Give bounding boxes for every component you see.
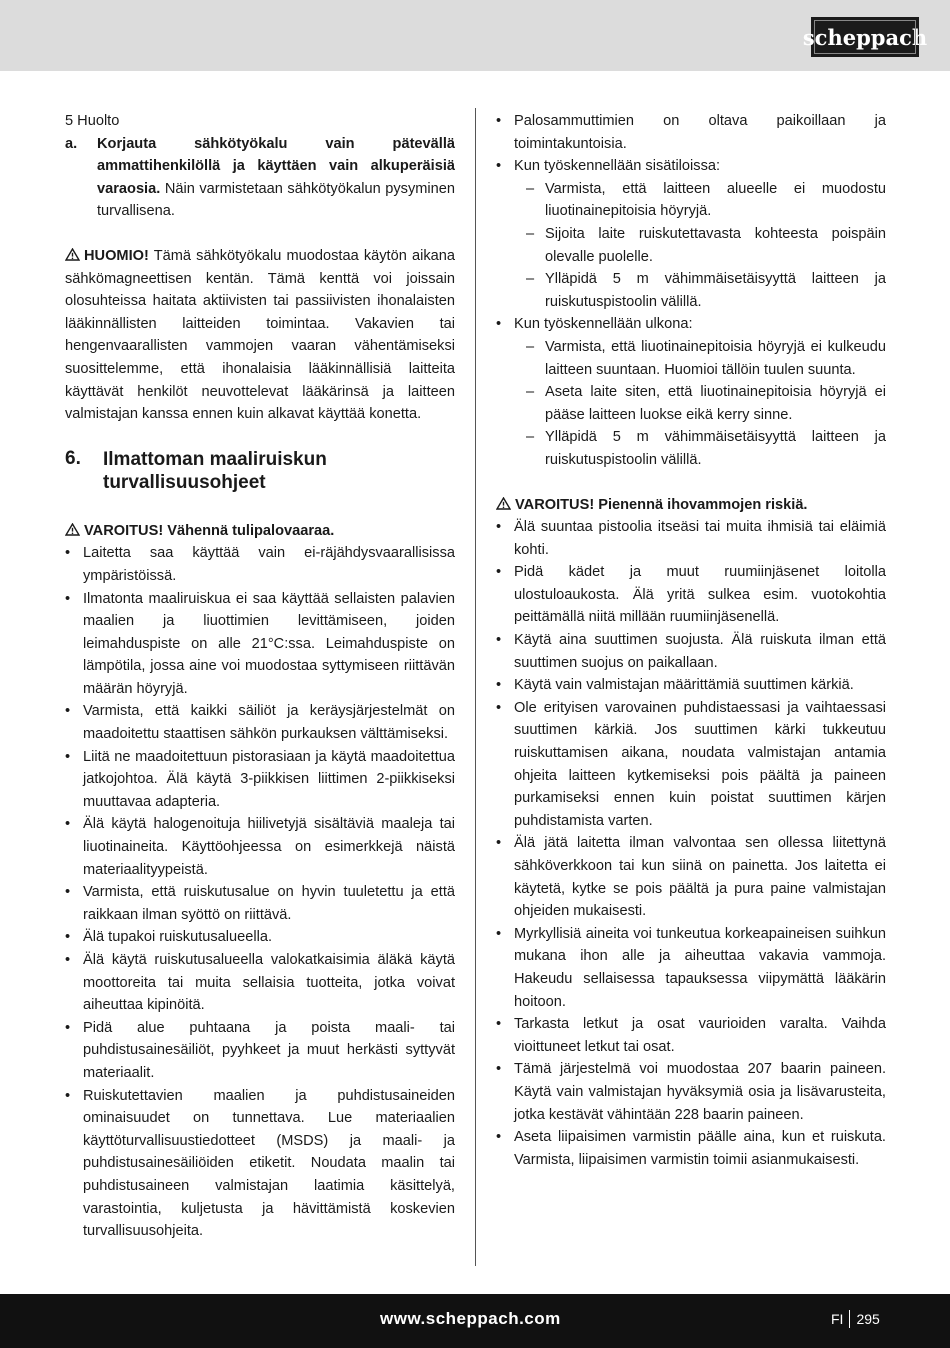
sub-list-item: – Aseta laite siten, että liuotinainepitoisia höyryjä ei pääse laitteen luokse eikä kerry sinne.	[496, 381, 886, 426]
list-item-text: Kun työskennellään sisätiloissa:	[514, 158, 721, 175]
list-item-text: Liitä ne maadoitettuun pistorasiaan ja käytä maadoitettua jatkojohtoa. Älä käytä 3-piikkisen liittimen 2-piikkiseksi muuttavaa adapteria.	[83, 748, 455, 810]
list-item-text: Käytä vain valmistajan määrittämiä suuttimen kärkiä.	[514, 677, 854, 694]
sub-list-item: – Ylläpidä 5 m vähimmäisetäisyyttä laitteen ja ruiskutuspistoolin välillä.	[496, 426, 886, 471]
section-5-title: 5 Huolto	[65, 113, 120, 129]
fire-warning	[65, 520, 455, 543]
section-6-heading	[65, 448, 455, 494]
maintenance-item-a	[65, 133, 455, 223]
list-item: • Ole erityisen varovainen puhdistaessasi ja vaihtaessasi suuttimen kärkiä. Jos suuttimen kärki tukkeutuu ruiskuttamisen aikana, noudata valmistajan antamia ohjeita laitteen kytkemiseksi pois päältä ja paineen purkamiseksi ennen kuin poistat suuttimen kärjen puhdistamista varten.	[496, 697, 886, 833]
list-item-text: Älä jätä laitetta ilman valvontaa sen ollessa liitettynä sähköverkkoon tai kun siinä on painetta. Jos laitetta ei käytetä, kytke se pois päältä ja pura paine valmistajan ohjeiden mukaisesti.	[514, 835, 886, 920]
page-footer	[0, 1294, 950, 1348]
list-item: • Älä jätä laitetta ilman valvontaa sen ollessa liitettynä sähköverkkoon tai kun siinä on painetta. Jos laitetta ei käytetä, kytke se pois päältä ja pura paine valmistajan ohjeiden mukaisesti.	[496, 832, 886, 922]
list-item-text: Ilmatonta maaliruiskua ei saa käyttää sellaisten palavien maalien ja liuottimien levittämiseen, joiden leimahduspiste on alle 21°C:ssa. Leimahduspiste on lämpötila, jossa aine voi muodostaa syttymiseen riittävän määrän höyryjä.	[83, 590, 455, 697]
warning-triangle-icon	[65, 523, 80, 536]
list-item: • Älä käytä ruiskutusalueella valokatkaisimia äläkä käytä moottoreita tai muita sellaisia tuotteita, jotka voivat aiheuttaa kipinöitä.	[65, 949, 455, 1017]
left-column	[65, 110, 455, 1243]
right-column	[496, 110, 886, 1171]
list-item-text: Palosammuttimien on oltava paikoillaan ja toimintakuntoisia.	[514, 113, 886, 152]
heading-text: Ilmattoman maaliruiskun turvallisuusohjeet	[103, 448, 327, 493]
sub-list-item: – Varmista, että laitteen alueelle ei muodostu liuotinainepitoisia höyryjä.	[496, 178, 886, 223]
list-item-text: Älä tupakoi ruiskutusalueella.	[83, 929, 273, 946]
sub-list-item-text: Aseta laite siten, että liuotinainepitoisia höyryjä ei pääse laitteen luokse eikä kerry sinne.	[545, 384, 886, 423]
item-a-bold-text: Korjauta sähkötyökalu vain pätevällä ammattihenkilöllä ja käyttäen vain alkuperäisiä varaosia.	[97, 135, 455, 197]
sub-list-item: – Sijoita laite ruiskutettavasta kohteesta poispäin olevalle puolelle.	[496, 223, 886, 268]
list-item-text: Laitetta saa käyttää vain ei-räjähdysvaarallisissa ympäristöissä.	[83, 545, 455, 584]
list-item-text: Tämä järjestelmä voi muodostaa 207 baarin paineen. Käytä vain valmistajan hyväksymiä osia ja lisävarusteita, jotka kestävät vähintään 228 baarin paineen.	[514, 1061, 886, 1123]
logo-frame	[814, 20, 916, 54]
list-item: • Kun työskennellään sisätiloissa:	[496, 155, 886, 178]
list-item: • Laitetta saa käyttää vain ei-räjähdysvaarallisissa ympäristöissä.	[65, 542, 455, 587]
sub-list-item-text: Ylläpidä 5 m vähimmäisetäisyyttä laitteen ja ruiskutuspistoolin välillä.	[545, 429, 886, 468]
list-item: • Ilmatonta maaliruiskua ei saa käyttää sellaisten palavien maalien ja liuottimien levittämiseen, joiden leimahduspiste on alle 21°C:ssa. Leimahduspiste on lämpötila, jossa aine voi muodostaa syttymiseen riittävän määrän höyryjä.	[65, 588, 455, 701]
list-item: • Käytä aina suuttimen suojusta. Älä ruiskuta ilman että suuttimen suojus on paikallaan.	[496, 629, 886, 674]
list-item: • Ruiskutettavien maalien ja puhdistusaineiden ominaisuudet on tunnettava. Lue materiaalien käyttöturvallisuustiedotteet (MSDS) ja maali- ja puhdistusainesäiliöiden etiketit. Noudata maalin tai puhdistusaineen valmistajan laatimia käsittelyä, varastointia, kuljetusta ja hävittämistä koskevien turvallisuusohjeita.	[65, 1085, 455, 1243]
list-item: • Pidä kädet ja muut ruumiinjäsenet loitolla ulostuloaukosta. Älä yritä sulkea esim. vuotokohtia peittämällä niitä millään ruumiinjäsenellä.	[496, 561, 886, 629]
sub-list-item-text: Varmista, että laitteen alueelle ei muodostu liuotinainepitoisia höyryjä.	[545, 180, 886, 220]
sub-list-item: – Ylläpidä 5 m vähimmäisetäisyyttä laitteen ja ruiskutuspistoolin välillä.	[496, 268, 886, 313]
list-item: • Käytä vain valmistajan määrittämiä suuttimen kärkiä.	[496, 674, 886, 697]
list-item-text: Älä suuntaa pistoolia itseäsi tai muita ihmisiä tai eläimiä kohti.	[514, 519, 886, 558]
list-item: • Pidä alue puhtaana ja poista maali- tai puhdistusainesäiliöt, pyyhkeet ja muut herkästi syttyvät materiaalit.	[65, 1017, 455, 1085]
language-code: FI	[831, 1311, 844, 1327]
list-item-text: Varmista, että kaikki säiliöt ja keräysjärjestelmät on maadoitettu staattisen sähkön purkauksen välttämiseksi.	[83, 703, 455, 743]
list-item-text: Älä käytä ruiskutusalueella valokatkaisimia äläkä käytä moottoreita tai muita sellaisia tuotteita, jotka voivat aiheuttaa kipinöitä.	[83, 952, 455, 1014]
logo-text: scheppach	[802, 24, 928, 50]
notice-label: HUOMIO!	[84, 247, 149, 264]
page-info	[831, 1310, 880, 1328]
page-number: 295	[856, 1311, 880, 1327]
item-a-label: a.	[65, 135, 78, 152]
sub-list-item-text: Sijoita laite ruiskutettavasta kohteesta poispäin olevalle puolelle.	[545, 225, 886, 265]
list-item-text: Varmista, että ruiskutusalue on hyvin tuuletettu ja että raikkaan ilman syöttö on riittävä.	[83, 884, 455, 923]
item-a-text: Näin varmistetaan sähkötyökalun pysyminen turvallisena.	[97, 180, 455, 220]
emf-notice	[65, 245, 455, 426]
column-divider	[475, 108, 476, 1266]
list-item: • Kun työskennellään ulkona:	[496, 313, 886, 336]
list-item: • Tarkasta letkut ja osat vaurioiden varalta. Vaihda vioittuneet letkut tai osat.	[496, 1013, 886, 1058]
page-info-separator	[849, 1310, 850, 1328]
list-item-text: Älä käytä halogenoituja hiilivetyjä sisältäviä maaleja tai liuotinaineita. Käyttöohjeessa on esimerkkejä näistä materiaalityypeistä.	[83, 816, 455, 878]
list-item: • Älä käytä halogenoituja hiilivetyjä sisältäviä maaleja tai liuotinaineita. Käyttöohjeessa on esimerkkejä näistä materiaalityypeistä.	[65, 813, 455, 881]
list-item-text: Pidä alue puhtaana ja poista maali- tai puhdistusainesäiliöt, pyyhkeet ja muut herkästi syttyvät materiaalit.	[83, 1019, 455, 1081]
brand-logo	[802, 17, 928, 57]
warning-triangle-icon	[496, 497, 511, 510]
sub-list-item-text: Ylläpidä 5 m vähimmäisetäisyyttä laitteen ja ruiskutuspistoolin välillä.	[545, 271, 886, 310]
list-item-text: Kun työskennellään ulkona:	[514, 316, 693, 333]
list-item-text: Myrkyllisiä aineita voi tunkeutua korkeapaineisen suihkun mukana ihon alle ja aiheuttaa vakavia vammoja. Hakeudu sellaisessa tapauksessa viipymättä lääkärin hoitoon.	[514, 925, 886, 1010]
list-item: • Älä tupakoi ruiskutusalueella.	[65, 926, 455, 949]
skin-warning-label: VAROITUS! Pienennä ihovammojen riskiä.	[515, 496, 808, 513]
list-item-text: Ole erityisen varovainen puhdistaessasi ja vaihtaessasi suuttimen kärkiä. Jos suuttimen kärki tukkeutuu ruiskuttamisen aikana, noudata valmistajan antamia ohjeita laitteen kytkemiseksi pois päältä ja paineen purkamiseksi ennen kuin poistat suuttimen kärjen puhdistamista varten.	[514, 699, 886, 829]
list-item: • Liitä ne maadoitettuun pistorasiaan ja käytä maadoitettua jatkojohtoa. Älä käytä 3-piikkisen liittimen 2-piikkiseksi muuttavaa adapteria.	[65, 746, 455, 814]
list-item-text: Aseta liipaisimen varmistin päälle aina, kun et ruiskuta. Varmista, liipaisimen varmistin toimii asianmukaisesti.	[514, 1129, 886, 1168]
list-item-text: Ruiskutettavien maalien ja puhdistusaineiden ominaisuudet on tunnettava. Lue materiaalien käyttöturvallisuustiedotteet (MSDS) ja maali- ja puhdistusainesäiliöiden etiketit. Noudata maalin tai puhdistusaineen valmistajan laatimia käsittelyä, varastointia, kuljetusta ja hävittämistä koskevien turvallisuusohjeita.	[83, 1087, 455, 1240]
list-item: • Älä suuntaa pistoolia itseäsi tai muita ihmisiä tai eläimiä kohti.	[496, 516, 886, 561]
list-item: • Palosammuttimien on oltava paikoillaan ja toimintakuntoisia.	[496, 110, 886, 155]
list-item: • Varmista, että kaikki säiliöt ja keräysjärjestelmät on maadoitettu staattisen sähkön purkauksen välttämiseksi.	[65, 700, 455, 745]
fire-warning-label: VAROITUS! Vähennä tulipalovaaraa.	[84, 522, 335, 539]
list-item: • Tämä järjestelmä voi muodostaa 207 baarin paineen. Käytä vain valmistajan hyväksymiä osia ja lisävarusteita, jotka kestävät vähintään 228 baarin paineen.	[496, 1058, 886, 1126]
notice-text: Tämä sähkötyökalu muodostaa käytön aikana sähkömagneettisen kentän. Tämä kenttä voi joissain olosuhteissa haitata aktiivisten tai passiivisten ihonalaisten lääkinnällisten laitteiden toimintaa. Vakavien tai hengenvaarallisten vammojen vaaran vähentämiseksi suosittelemme, että ihonalaisia lääkinnällisiä laitteita käyttävät henkilöt neuvottelevat lääkärinsä ja laitteen valmistajan kanssa ennen kuin alkavat käyttää konetta.	[65, 247, 455, 423]
website-link[interactable]: www.scheppach.com	[380, 1309, 561, 1328]
skin-injury-warning	[496, 494, 886, 517]
list-item: • Aseta liipaisimen varmistin päälle aina, kun et ruiskuta. Varmista, liipaisimen varmistin toimii asianmukaisesti.	[496, 1126, 886, 1171]
list-item-text: Pidä kädet ja muut ruumiinjäsenet loitolla ulostuloaukosta. Älä yritä sulkea esim. vuotokohtia peittämällä niitä millään ruumiinjäsenellä.	[514, 564, 886, 626]
list-item-text: Käytä aina suuttimen suojusta. Älä ruiskuta ilman että suuttimen suojus on paikallaan.	[514, 632, 886, 671]
list-item-text: Tarkasta letkut ja osat vaurioiden varalta. Vaihda vioittuneet letkut tai osat.	[514, 1016, 886, 1055]
warning-triangle-icon	[65, 248, 80, 261]
sub-list-item: – Varmista, että liuotinainepitoisia höyryjä ei kulkeudu laitteen suuntaan. Huomioi tällöin tuulen suunta.	[496, 336, 886, 381]
sub-list-item-text: Varmista, että liuotinainepitoisia höyryjä ei kulkeudu laitteen suuntaan. Huomioi tällöin tuulen suunta.	[545, 338, 886, 378]
list-item: • Myrkyllisiä aineita voi tunkeutua korkeapaineisen suihkun mukana ihon alle ja aiheuttaa vakavia vammoja. Hakeudu sellaisessa tapauksessa viipymättä lääkärin hoitoon.	[496, 923, 886, 1013]
heading-number: 6.	[65, 447, 81, 469]
list-item: • Varmista, että ruiskutusalue on hyvin tuuletettu ja että raikkaan ilman syöttö on riittävä.	[65, 881, 455, 926]
